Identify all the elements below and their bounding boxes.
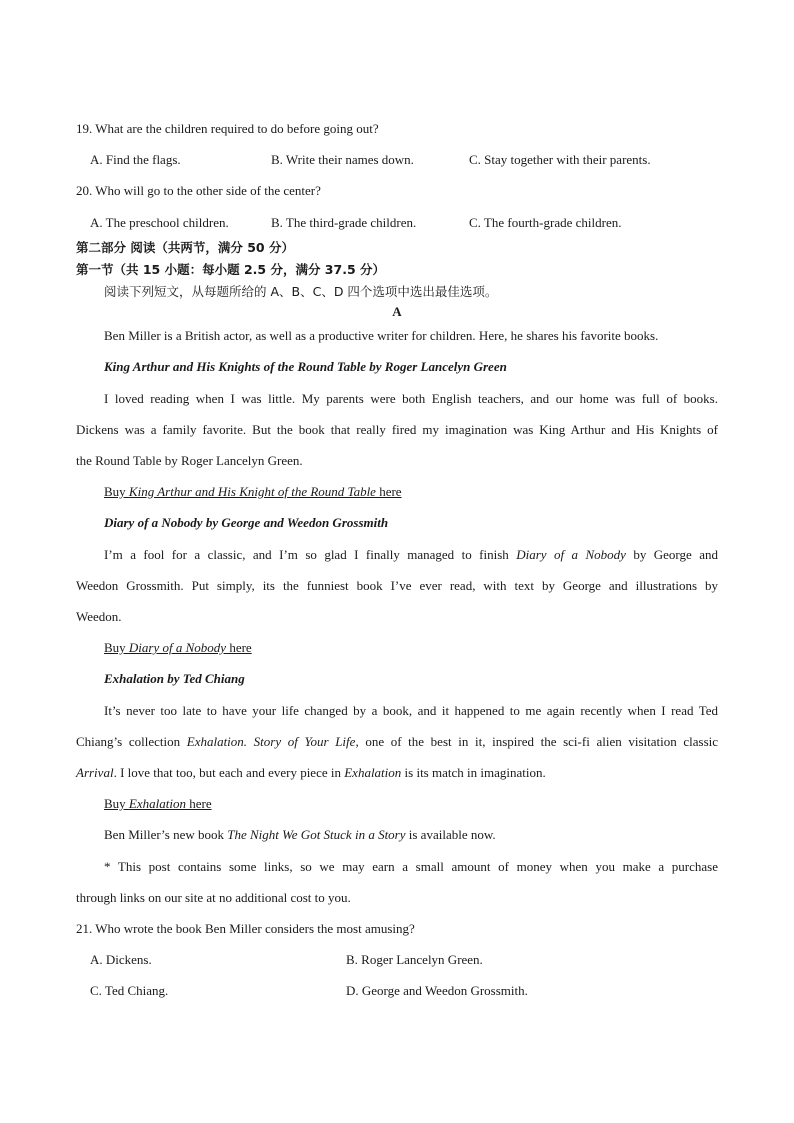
q21-question: 21. Who wrote the book Ben Miller considers the most amusing? <box>76 921 415 936</box>
reading-instruction: 阅读下列短文，从每题所给的 A、B、C、D 四个选项中选出最佳选项。 <box>104 284 498 299</box>
book1-title: King Arthur and His Knights of the Round Table by Roger Lancelyn Green <box>104 359 507 374</box>
q19-option-c: C. Stay together with their parents. <box>469 152 651 167</box>
q20-option-c: C. The fourth-grade children. <box>469 215 622 230</box>
q20-option-a: A. The preschool children. <box>90 215 229 230</box>
new-book-line: Ben Miller’s new book The Night We Got Stuck in a Story is available now. <box>104 827 496 842</box>
book2-paragraph-line3: Weedon. <box>76 609 122 624</box>
book1-paragraph-line1: I loved reading when I was little. My parents were both English teachers, and our home was full of books. <box>104 391 718 406</box>
book3-paragraph-line2: Chiang’s collection Exhalation. Story of Your Life, one of the best in it, inspired the sci-fi alien visitation classic <box>76 734 719 749</box>
disclaimer-line2: through links on our site at no additional cost to you. <box>76 890 351 905</box>
q21-option-c: C. Ted Chiang. <box>90 983 169 998</box>
book2-paragraph-line2: Weedon Grossmith. Put simply, its the funniest book I’ve ever read, with text by George and illustrations by <box>76 578 718 593</box>
q19-question: 19. What are the children required to do before going out? <box>76 121 379 136</box>
q21-option-b: B. Roger Lancelyn Green. <box>346 952 483 967</box>
part2-title: 第二部分 阅读（共两节，满分 50 分） <box>76 240 294 255</box>
q21-option-a: A. Dickens. <box>90 952 152 967</box>
section1-title: 第一节（共 15 小题：每小题 2.5 分，满分 37.5 分） <box>76 262 385 277</box>
passage-label: A <box>392 304 402 319</box>
book1-paragraph-line2: Dickens was a family favorite. But the book that really fired my imagination was King Arthur and His Knights of <box>76 422 718 437</box>
q20-question: 20. Who will go to the other side of the center? <box>76 183 321 198</box>
buy-book3-link[interactable]: Buy Exhalation here <box>104 796 212 811</box>
disclaimer-line1: * This post contains some links, so we may earn a small amount of money when you make a purchase <box>104 859 718 874</box>
q21-option-d: D. George and Weedon Grossmith. <box>346 983 528 998</box>
buy-book2-link[interactable]: Buy Diary of a Nobody here <box>104 640 252 655</box>
q20-option-b: B. The third-grade children. <box>271 215 417 230</box>
q19-option-a: A. Find the flags. <box>90 152 181 167</box>
book3-paragraph-line3: Arrival. I love that too, but each and every piece in Exhalation is its match in imagination. <box>76 765 546 780</box>
buy-book1-link[interactable]: Buy King Arthur and His Knight of the Round Table here <box>104 484 402 499</box>
book3-paragraph-line1: It’s never too late to have your life changed by a book, and it happened to me again recently when I read Ted <box>104 703 718 718</box>
book3-title: Exhalation by Ted Chiang <box>104 671 245 686</box>
book1-paragraph-line3: the Round Table by Roger Lancelyn Green. <box>76 453 303 468</box>
q19-option-b: B. Write their names down. <box>271 152 414 167</box>
book2-paragraph-line1: I’m a fool for a classic, and I’m so glad I finally managed to finish Diary of a Nobody by George and <box>104 547 719 562</box>
book2-title: Diary of a Nobody by George and Weedon Grossmith <box>104 515 389 530</box>
passage-intro: Ben Miller is a British actor, as well as a productive writer for children. Here, he shares his favorite books. <box>104 328 659 343</box>
